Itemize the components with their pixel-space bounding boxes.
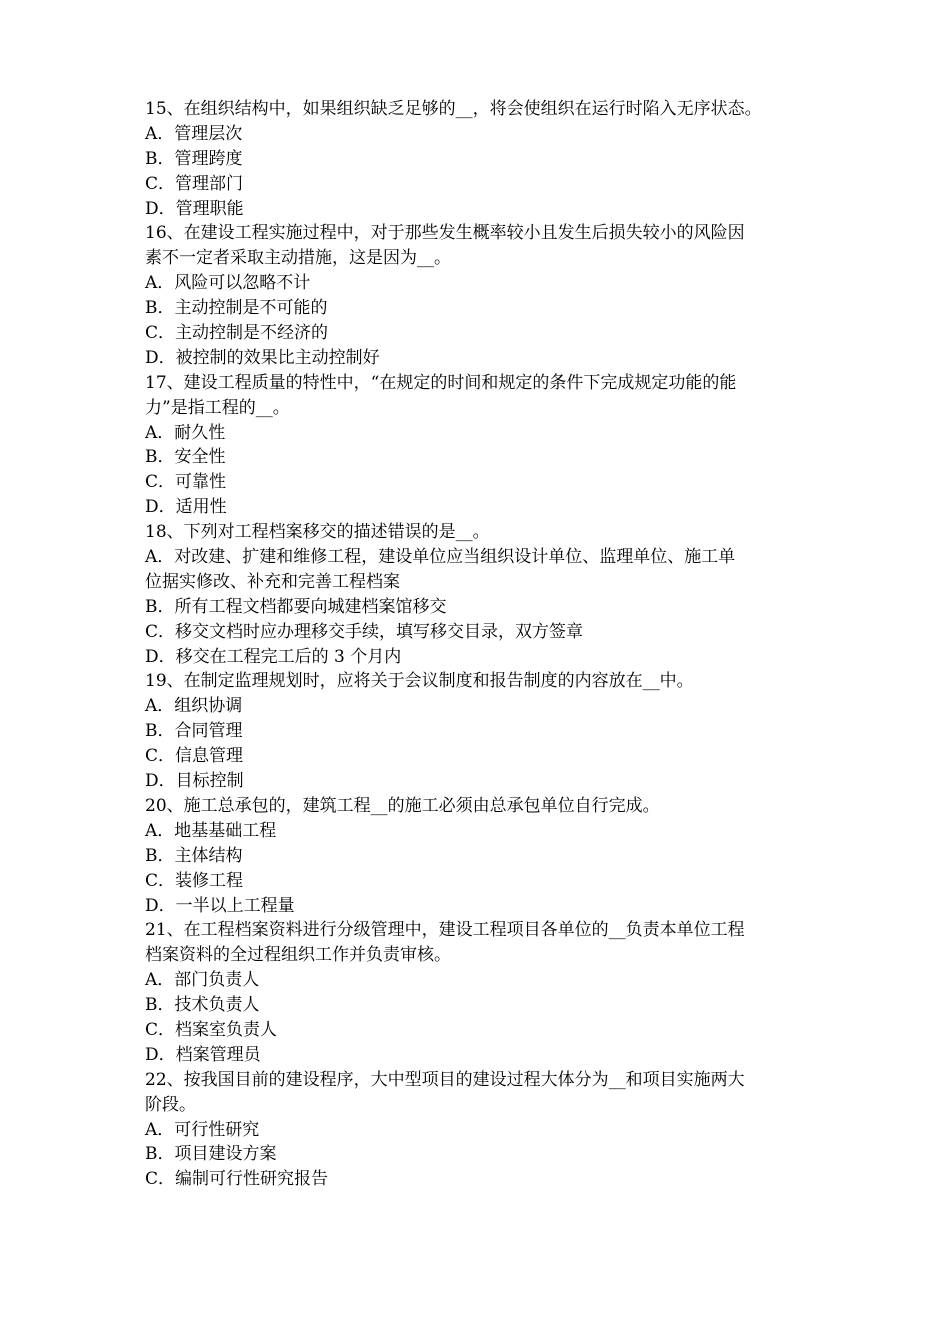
q15-option-c: C．管理部门 [145, 173, 244, 194]
q21-option-d: D．档案管理员 [145, 1044, 261, 1065]
q15-stem: 15、在组织结构中，如果组织缺乏足够的__，将会使组织在运行时陷入无序状态。 [145, 99, 762, 119]
q17-option-b: B．安全性 [145, 447, 226, 468]
q18-stem: 18、下列对工程档案移交的描述错误的是__。 [145, 522, 490, 543]
q19-stem: 19、在制定监理规划时，应将关于会议制度和报告制度的内容放在__中。 [145, 671, 694, 692]
q19-option-b: B．合同管理 [145, 721, 243, 742]
q16-stem-line-1: 16、在建设工程实施过程中，对于那些发生概率较小且发生后损失较小的风险因 [145, 223, 745, 244]
q17-stem-line-1: 17、建设工程质量的特性中，“在规定的时间和规定的条件下完成规定功能的能 [145, 372, 737, 393]
q19-option-a: A．组织协调 [145, 696, 243, 717]
q15-option-b: B．管理跨度 [145, 148, 243, 169]
q16-option-b: B．主动控制是不可能的 [145, 298, 328, 319]
q20-option-a: A．地基基础工程 [145, 820, 277, 841]
q22-option-b: B．项目建设方案 [145, 1144, 277, 1165]
q16-option-a: A．风险可以忽略不计 [145, 273, 311, 294]
q18-option-b: B．所有工程文档都要向城建档案馆移交 [145, 596, 447, 617]
q21-stem-line-1: 21、在工程档案资料进行分级管理中，建设工程项目各单位的__负责本单位工程 [145, 920, 745, 941]
q19-option-c: C．信息管理 [145, 746, 244, 767]
q16-option-d: D．被控制的效果比主动控制好 [145, 347, 380, 368]
q19-option-d: D．目标控制 [145, 771, 244, 792]
q20-option-d: D．一半以上工程量 [145, 895, 295, 916]
document-page [145, 97, 815, 1192]
q20-stem: 20、施工总承包的，建筑工程__的施工必须由总承包单位自行完成。 [145, 795, 660, 816]
q22-option-a: A．可行性研究 [145, 1119, 260, 1140]
q16-option-c: C．主动控制是不经济的 [145, 323, 329, 344]
q22-option-c: C．编制可行性研究报告 [145, 1169, 329, 1190]
q21-option-a: A．部门负责人 [145, 970, 260, 991]
q16-stem-line-2: 素不一定者采取主动措施，这是因为__。 [145, 248, 451, 269]
q20-option-b: B．主体结构 [145, 845, 243, 866]
q17-option-c: C．可靠性 [145, 472, 227, 493]
q20-option-c: C．装修工程 [145, 870, 244, 891]
q17-option-a: A．耐久性 [145, 422, 226, 443]
q17-stem-line-2: 力”是指工程的__。 [145, 397, 290, 418]
q22-stem-line-2: 阶段。 [145, 1094, 196, 1115]
q18-option-c: C．移交文档时应办理移交手续，填写移交目录，双方签章 [145, 621, 584, 642]
q15-option-d: D．管理职能 [145, 198, 244, 219]
q18-option-d: D．移交在工程完工后的 3 个月内 [145, 646, 402, 667]
q18-option-a-line-1: A．对改建、扩建和维修工程，建设单位应当组织设计单位、监理单位、施工单 [145, 547, 736, 568]
q21-option-c: C．档案室负责人 [145, 1019, 278, 1040]
q18-option-a-line-2: 位据实修改、补充和完善工程档案 [145, 571, 400, 592]
q17-option-d: D．适用性 [145, 497, 227, 518]
q15-option-a: A．管理层次 [145, 123, 243, 144]
q22-stem-line-1: 22、按我国目前的建设程序，大中型项目的建设过程大体分为__和项目实施两大 [145, 1069, 745, 1090]
q21-stem-line-2: 档案资料的全过程组织工作并负责审核。 [145, 945, 451, 966]
q21-option-b: B．技术负责人 [145, 995, 260, 1016]
